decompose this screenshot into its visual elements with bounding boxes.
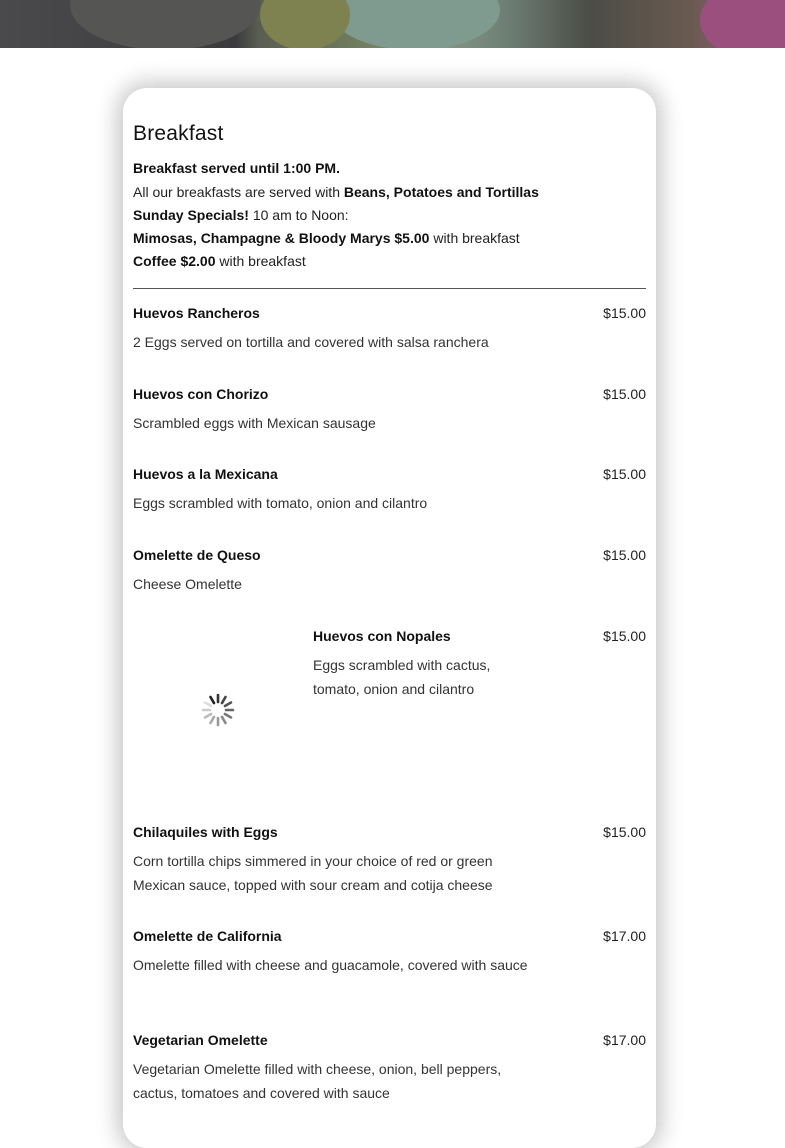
served-with-sides: Beans, Potatoes and Tortillas [343,184,539,200]
menu-item-name: Huevos a la Mexicana [133,466,278,482]
specials-time: 10 am to Noon: [248,207,349,223]
served-with-prefix: All our breakfasts are served with [133,184,344,200]
section-divider [133,288,646,289]
menu-item-description: Corn tortilla chips simmered in your choice of red or green Mexican sauce, topped with sour cream and cotija cheese [133,853,493,893]
breakfast-menu-card [123,88,656,1148]
menu-item-price: $17.00 [603,928,646,944]
menu-item-price: $15.00 [603,466,646,482]
menu-item-description: Cheese Omelette [133,576,242,592]
specials-line [133,207,349,223]
menu-item-description: 2 Eggs served on tortilla and covered with salsa ranchera [133,334,489,350]
hero-wall-shape [700,0,785,48]
image-loading-spinner-icon [201,693,235,727]
menu-item-price: $15.00 [603,628,646,644]
menu-item-price: $15.00 [603,386,646,402]
menu-item-description: Eggs scrambled with cactus, tomato, onion and cilantro [313,657,491,697]
coffee-offer: Coffee $2.00 [133,253,216,269]
menu-item-name: Vegetarian Omelette [133,1032,268,1048]
menu-item-name: Omelette de Queso [133,547,261,563]
menu-item-price: $17.00 [603,1032,646,1048]
drinks-offer: Mimosas, Champagne & Bloody Marys $5.00 [133,230,430,246]
hero-agave-shape [330,0,500,48]
section-title: Breakfast [133,122,224,145]
menu-item-price: $15.00 [603,305,646,321]
menu-item-price: $15.00 [603,824,646,840]
menu-item-price: $15.00 [603,547,646,563]
drinks-line [133,230,520,246]
hero-rock-shape [70,0,260,48]
menu-item-description: Omelette filled with cheese and guacamole, covered with sauce [133,957,528,973]
menu-item-name: Huevos Rancheros [133,305,260,321]
menu-item-description: Eggs scrambled with tomato, onion and cilantro [133,495,428,511]
served-until-line [133,160,340,176]
drinks-suffix: with breakfast [429,230,520,246]
menu-item-name: Huevos con Nopales [313,628,451,644]
hero-cactus-shape [260,0,350,48]
menu-item-description: Scrambled eggs with Mexican sausage [133,415,376,431]
hero-banner [0,0,785,48]
specials-label: Sunday Specials! [133,207,249,223]
served-with-line [133,184,539,200]
served-until-text: Breakfast served until 1:00 PM. [133,160,340,176]
menu-item-name: Omelette de California [133,928,282,944]
coffee-suffix: with breakfast [215,253,306,269]
menu-item-name: Chilaquiles with Eggs [133,824,278,840]
menu-item-description: Vegetarian Omelette filled with cheese, onion, bell peppers, cactus, tomatoes and covered with sauce [133,1061,502,1101]
menu-item-name: Huevos con Chorizo [133,386,269,402]
coffee-line [133,253,306,269]
